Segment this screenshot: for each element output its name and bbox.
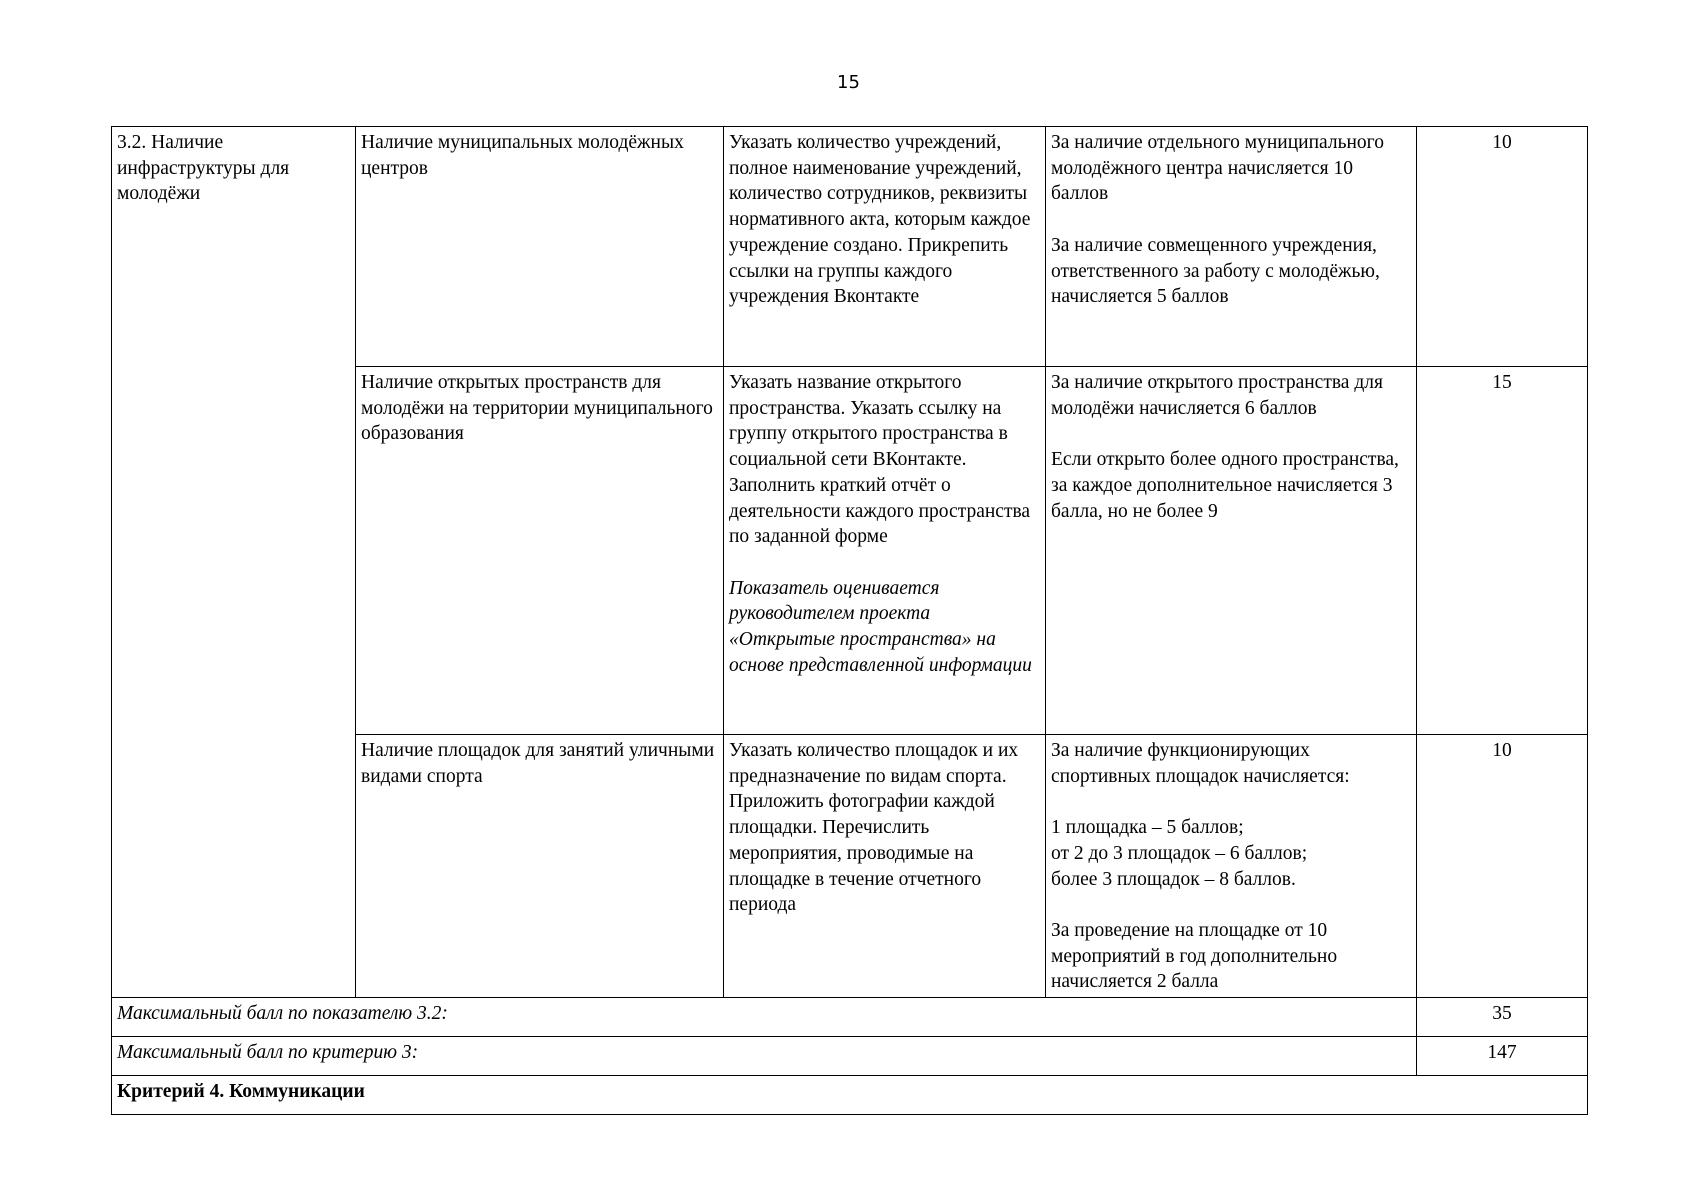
max-score-cell [1417, 735, 1588, 998]
scoring-text: За наличие открытого пространства для молодёжи начисляется 6 баллов [1051, 372, 1383, 419]
criterion-header: Критерий 4. Коммуникации [117, 1081, 365, 1102]
total-label-cell [112, 998, 1417, 1037]
scoring-intro: За наличие функционирующих спортивных площадок начисляется: [1051, 740, 1350, 787]
requirement-cell [724, 367, 1046, 735]
scoring-cell [1046, 367, 1417, 735]
total-value-cell [1417, 998, 1588, 1037]
total-value: 147 [1487, 1042, 1517, 1063]
table-row-youth-centers [112, 127, 1588, 367]
criteria-table [111, 126, 1588, 1115]
requirement-text: Указать количество площадок и их предназначение по видам спорта. Приложить фотографии каждой площадки. Перечислить мероприятия, проводимые на площадке в течение отчетного периода [729, 740, 1019, 916]
total-row-criterion [112, 1037, 1588, 1076]
max-score: 15 [1492, 372, 1512, 393]
max-score: 10 [1492, 132, 1512, 153]
scoring-level: 1 площадка – 5 баллов; [1051, 817, 1244, 839]
scoring-cell [1046, 127, 1417, 367]
requirement-cell [724, 127, 1046, 367]
scoring-extra: За проведение на площадке от 10 мероприятий в год дополнительно начисляется 2 балла [1051, 919, 1338, 993]
total-label: Максимальный балл по критерию 3: [117, 1042, 419, 1063]
total-row-indicator [112, 998, 1588, 1037]
scoring-level: более 3 площадок – 8 баллов. [1051, 868, 1296, 890]
scoring-text: Если открыто более одного пространства, за каждое дополнительное начисляется 3 балла, но не более 9 [1051, 449, 1399, 522]
section-label-cell [112, 127, 356, 998]
requirement-text: Указать название открытого пространства. Указать ссылку на группу открытого пространства в социальной сети ВКонтакте. Заполнить краткий отчёт о деятельности каждого пространства по заданной форме [729, 372, 1031, 548]
indicator-text: Наличие площадок для занятий уличными видами спорта [361, 740, 715, 787]
total-value-cell [1417, 1037, 1588, 1076]
criterion-header-row [112, 1076, 1588, 1115]
indicator-cell [356, 735, 724, 998]
section-label: 3.2. Наличие инфраструктуры для молодёжи [117, 132, 290, 205]
page-number: 15 [837, 72, 860, 93]
max-score-cell [1417, 127, 1588, 367]
scoring-text: За наличие совмещенного учреждения, ответственного за работу с молодёжью, начисляется 5 баллов [1051, 234, 1380, 308]
scoring-cell [1046, 735, 1417, 998]
scoring-text: За наличие отдельного муниципального молодёжного центра начисляется 10 баллов [1051, 132, 1384, 205]
requirement-cell [724, 735, 1046, 998]
criterion-header-cell [112, 1076, 1588, 1115]
total-value: 35 [1492, 1003, 1512, 1024]
scoring-level: от 2 до 3 площадок – 6 баллов; [1051, 842, 1308, 864]
requirement-note: Показатель оценивается руководителем проекта «Открытые пространства» на основе представленной информации [729, 577, 1032, 676]
indicator-cell [356, 367, 724, 735]
requirement-text: Указать количество учреждений, полное наименование учреждений, количество сотрудников, реквизиты нормативного акта, которым каждое учреждение создано. Прикрепить ссылки на группы каждого учреждения Вконтакте [729, 132, 1031, 308]
max-score-cell [1417, 367, 1588, 735]
indicator-text: Наличие муниципальных молодёжных центров [361, 132, 684, 179]
indicator-text: Наличие открытых пространств для молодёжи на территории муниципального образования [361, 372, 713, 445]
indicator-cell [356, 127, 724, 367]
max-score: 10 [1492, 740, 1512, 761]
total-label: Максимальный балл по показателю 3.2: [117, 1003, 448, 1024]
total-label-cell [112, 1037, 1417, 1076]
